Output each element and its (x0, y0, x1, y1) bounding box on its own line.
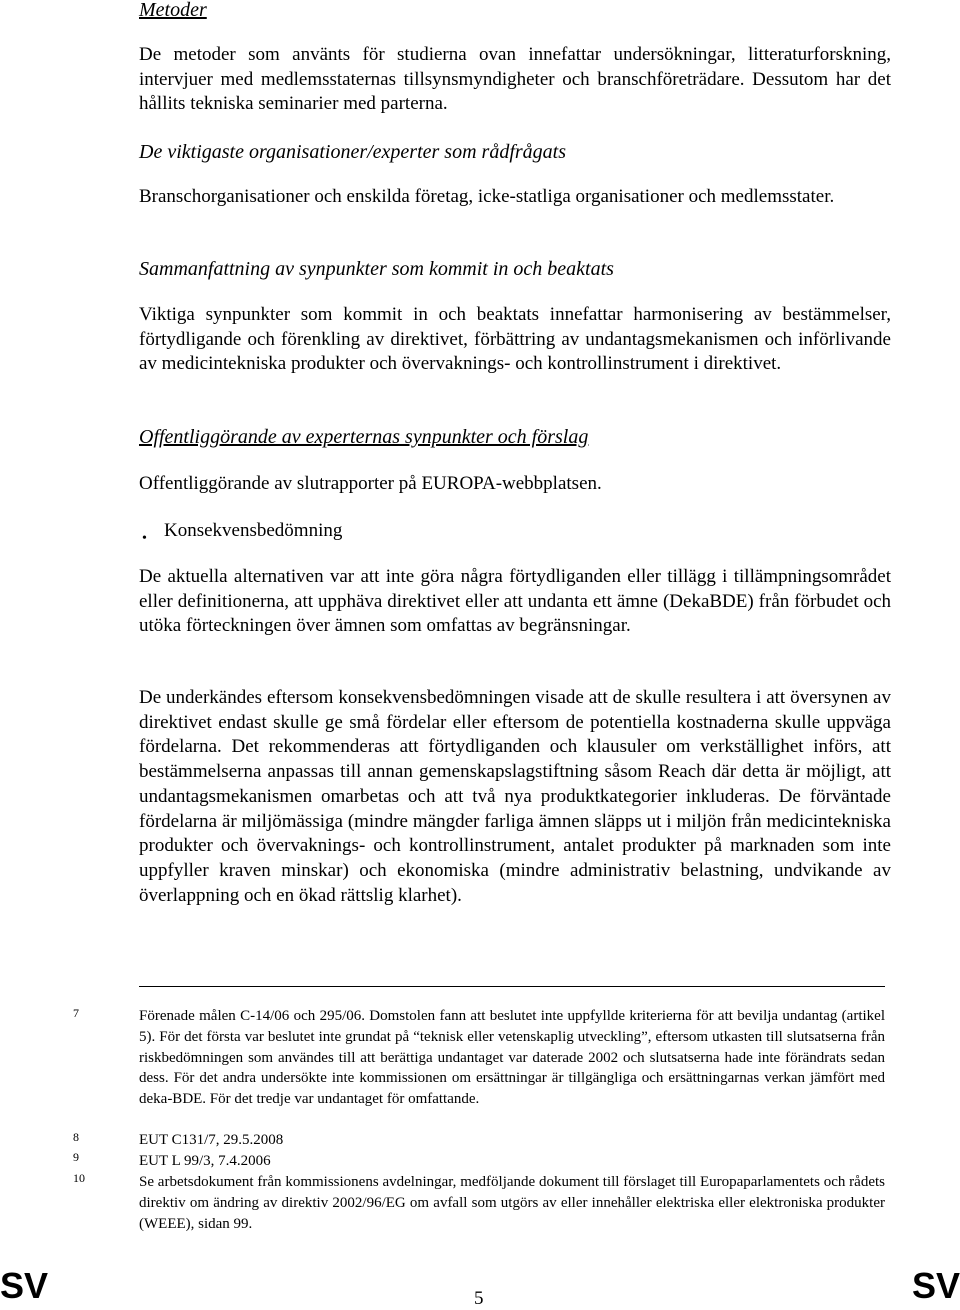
footnote-text-7: Förenade målen C-14/06 och 295/06. Domstolen fann att beslutet inte uppfyllde kriterierna för att bevilja undantag (artikel 5). För det första var beslutet inte grundat på “teknisk eller vetenskaplig utveckling”, eftersom utkasten till slutsatserna från riskbedömningen som användes till att berättiga undantaget var daterade 2002 och slutsatserna hade inte förändrats sedan dess. För det andra undersökte inte kommissionen om ersättningar är tillgängliga och ersättningarnas verkan jämfört med deka-BDE. För det tredje var undantaget för omfattande. (139, 1008, 885, 1108)
footnote-number-7: 7 (73, 1006, 79, 1020)
sammanfattning-paragraph: Viktiga synpunkter som kommit in och beaktats innefattar harmonisering av bestämmelser, förtydligande och förenkling av direktivet, förbättring av undantagsmekanismen och införlivande av medicintekniska produkter och övervaknings- och kontrollinstrument i direktivet. (139, 304, 891, 375)
offentliggorande-paragraph: Offentliggörande av slutrapporter på EUROPA-webbplatsen. (139, 473, 602, 494)
footnote-number-9: 9 (73, 1150, 79, 1164)
footnote-number-10: 10 (73, 1171, 85, 1185)
section-heading-metoder: Metoder (139, 0, 207, 21)
section-heading-offentliggorande: Offentliggörande av experternas synpunkter och förslag (139, 426, 589, 448)
page-number: 5 (474, 1288, 484, 1309)
footnote-text-8: EUT C131/7, 29.5.2008 (139, 1132, 284, 1148)
section-heading-experter: De viktigaste organisationer/experter som rådfrågats (139, 141, 566, 163)
language-code-right: SV (911, 1265, 960, 1306)
metoder-paragraph: De metoder som använts för studierna ovan innefattar undersökningar, litteraturforskning, intervjuer med medlemsstaternas tillsynsmyndigheter och branschföreträdare. Dessutom har det hållits tekniska seminarier med parterna. (139, 44, 891, 115)
bullet-icon: • (142, 531, 147, 546)
footnote-separator (139, 986, 885, 987)
footnote-text-9: EUT L 99/3, 7.4.2006 (139, 1153, 271, 1169)
footnote-number-8: 8 (73, 1130, 79, 1144)
konsekvens-paragraph-2: De underkändes eftersom konsekvensbedömningen visade att de skulle resultera i att översynen av direktivet endast skulle ge små fördelar eller eftersom de potentiella kostnaderna skulle uppväga fördelarna. Det rekommenderas att förtydliganden och klausuler om verkställighet införs, att bestämmelserna anpassas till annan gemenskapslagstiftning såsom Reach där detta är möjligt, att undantagsmekanismen omarbetas och att två nya produktkategorier inkluderas. De förväntade fördelarna är miljömässiga (mindre mängder farliga ämnen släpps ut i miljön från medicintekniska produkter och övervaknings- och kontrollinstrument, antalet produkter på marknaden som inte uppfyller kraven minskar) och ekonomiska (mindre administrativ belastning, undvikande av överlappning och en ökad rättslig klarhet). (139, 687, 891, 906)
language-code-left: SV (0, 1265, 49, 1306)
konsekvens-label: Konsekvensbedömning (164, 520, 343, 541)
konsekvens-paragraph-1: De aktuella alternativen var att inte göra några förtydliganden eller tillägg i tillämpningsområdet eller definitionerna, att upphäva direktivet eller att undanta ett ämne (DekaBDE) från förbudet och utöka förteckningen över ämnen som omfattas av begränsningar. (139, 566, 891, 637)
footnote-text-10: Se arbetsdokument från kommissionens avdelningar, medföljande dokument till förslaget till Europaparlamentets och rådets direktiv om ändring av direktiv 2002/96/EG om avfall som utgörs av eller innehåller elektriska eller elektroniska produkter (WEEE), sidan 99. (139, 1174, 885, 1232)
experter-paragraph: Branschorganisationer och enskilda företag, icke-statliga organisationer och medlemsstater. (139, 186, 835, 207)
section-heading-sammanfattning: Sammanfattning av synpunkter som kommit in och beaktats (139, 258, 614, 280)
